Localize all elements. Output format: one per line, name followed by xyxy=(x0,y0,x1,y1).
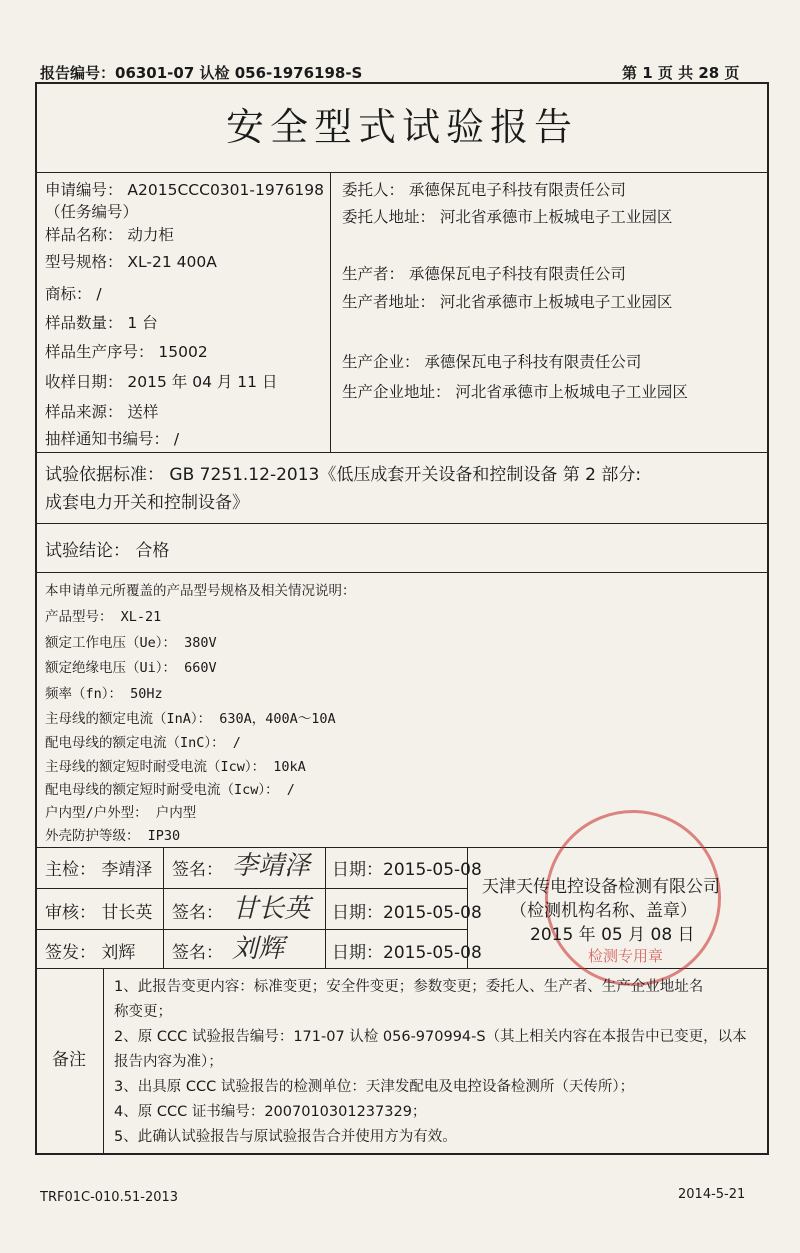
form-number: TRF01C-010.51-2013 xyxy=(40,1190,179,1205)
remark-line: 2、原 CCC 试验报告编号：171-07 认检 056-970994-S（其上相关内容在本报告中已变更，以本 xyxy=(114,1029,747,1045)
client: 委托人： 承德保瓦电子科技有限责任公司 xyxy=(342,181,626,199)
institution-sub: （检测机构名称、盖章） xyxy=(510,901,697,921)
producer: 生产者： 承德保瓦电子科技有限责任公司 xyxy=(342,265,626,283)
conclusion: 试验结论： 合格 xyxy=(45,541,170,561)
info-line: 收样日期： 2015 年 04 月 11 日 xyxy=(45,373,278,391)
standard-line-1: 试验依据标准： GB 7251.12-2013《低压成套开关设备和控制设备 第 2 部分: xyxy=(45,465,642,485)
spec-line: 产品型号： XL-21 xyxy=(45,609,162,625)
standard-line-2: 成套电力开关和控制设备》 xyxy=(45,493,249,513)
reviewer-signature: 甘长英 xyxy=(232,894,311,924)
spec-line: 外壳防护等级： IP30 xyxy=(45,828,181,844)
remark-line: 报告内容为准）； xyxy=(114,1054,223,1070)
issuer-signature: 刘辉 xyxy=(232,934,285,964)
remark-line: 1、此报告变更内容：标准变更；安全件变更；参数变更；委托人、生产者、生产企业地址名 xyxy=(114,979,704,995)
spec-line: 户内型/户外型： 户内型 xyxy=(45,805,197,821)
divider xyxy=(330,172,331,452)
report-number: 报告编号：06301-07 认检 056-1976198-S xyxy=(40,64,363,82)
inspector-date: 日期：2015-05-08 xyxy=(332,860,482,880)
spec-line: 额定绝缘电压（Ui）： 660V xyxy=(45,660,217,676)
institution-name: 天津天传电控设备检测有限公司 xyxy=(482,877,720,897)
remark-line: 3、出具原 CCC 试验报告的检测单位：天津发配电及电控设备检测所（天传所）； xyxy=(114,1079,635,1095)
info-line: 样品来源： 送样 xyxy=(45,403,159,421)
report-title: 安全型式试验报告 xyxy=(225,105,578,149)
spec-line: 配电母线的额定电流（InC）： / xyxy=(45,735,241,751)
divider xyxy=(35,172,769,173)
info-line: 申请编号： A2015CCC0301-1976198 xyxy=(45,181,325,199)
spec-line: 频率（fn）： 50Hz xyxy=(45,686,163,702)
producer-address: 生产者地址： 河北省承德市上板城电子工业园区 xyxy=(342,293,673,311)
divider xyxy=(35,572,769,573)
spec-line: 主母线的额定电流（InA）： 630A，400A～10A xyxy=(45,711,336,727)
info-line: 商标： / xyxy=(45,285,102,303)
divider xyxy=(103,968,104,1155)
page-info: 第 1 页 共 28 页 xyxy=(622,64,740,82)
divider xyxy=(325,847,326,968)
remark-line: 4、原 CCC 证书编号：2007010301237329； xyxy=(114,1104,427,1120)
remarks-label: 备注 xyxy=(52,1050,86,1070)
reviewer: 审核： 甘长英 xyxy=(45,903,153,923)
factory: 生产企业： 承德保瓦电子科技有限责任公司 xyxy=(342,353,642,371)
seal-text: 检测专用章 xyxy=(588,947,664,965)
info-line: 抽样通知书编号： / xyxy=(45,430,180,448)
spec-line: 额定工作电压（Ue）： 380V xyxy=(45,635,217,651)
inspector-signature: 李靖泽 xyxy=(232,851,311,881)
info-line: 样品生产序号： 15002 xyxy=(45,343,208,361)
sign-label: 签名： xyxy=(172,860,223,880)
reviewer-date: 日期：2015-05-08 xyxy=(332,903,482,923)
divider xyxy=(35,452,769,453)
info-line: 样品名称： 动力柜 xyxy=(45,226,174,244)
factory-address: 生产企业地址： 河北省承德市上板城电子工业园区 xyxy=(342,383,688,401)
spec-line: 配电母线的额定短时耐受电流（Icw）： / xyxy=(45,782,295,798)
issuer-date: 日期：2015-05-08 xyxy=(332,943,482,963)
info-line: 样品数量： 1 台 xyxy=(45,314,158,332)
divider xyxy=(163,847,164,968)
client-address: 委托人地址： 河北省承德市上板城电子工业园区 xyxy=(342,208,673,226)
form-date: 2014-5-21 xyxy=(678,1187,746,1202)
institution-date: 2015 年 05 月 08 日 xyxy=(530,925,695,945)
sign-label: 签名： xyxy=(172,903,223,923)
remark-line: 称变更； xyxy=(114,1004,172,1020)
divider xyxy=(35,523,769,524)
spec-line: 主母线的额定短时耐受电流（Icw）： 10kA xyxy=(45,759,306,775)
inspector: 主检： 李靖泽 xyxy=(45,860,153,880)
sign-label: 签名： xyxy=(172,943,223,963)
info-line: 型号规格： XL-21 400A xyxy=(45,253,217,271)
issuer: 签发： 刘辉 xyxy=(45,943,136,963)
remark-line: 5、此确认试验报告与原试验报告合并使用方为有效。 xyxy=(114,1129,457,1145)
info-line: （任务编号） xyxy=(45,203,139,221)
spec-line: 本申请单元所覆盖的产品型号规格及相关情况说明： xyxy=(45,583,356,599)
